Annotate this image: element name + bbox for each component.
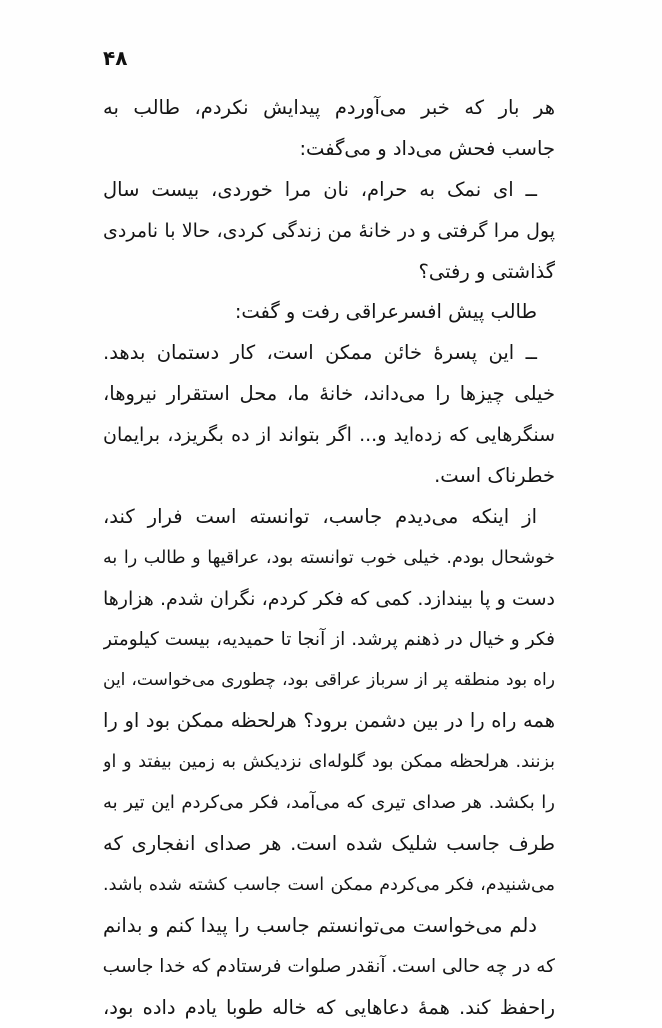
text-line: را بکشد. هر صدای تیری که می‌آمد، فکر می‌کردم این تیر به xyxy=(103,792,555,814)
text-line: فکر و خیال در ذهنم پرشد. از آنجا تا حمیدیه، بیست کیلومتر xyxy=(103,628,555,650)
text-line: راه بود منطقه پر از سرباز عراقی بود، چطوری می‌خواست، این xyxy=(103,670,555,691)
text-line: طالب پیش افسرعراقی رفت و گفت: xyxy=(234,300,537,324)
text-line: که در چه حالی است. آنقدر صلوات فرستادم که خدا جاسب xyxy=(103,955,555,977)
text-line: دلم می‌خواست می‌توانستم جاسب را پیدا کنم و بدانم xyxy=(103,913,537,937)
text-line: همه راه را در بین دشمن برود؟ هرلحظه ممکن بود او را xyxy=(103,709,555,733)
text-line: پول مرا گرفتی و در خانهٔ من زندگی کردی، حالا با نامردی xyxy=(103,219,555,242)
page-number: ۴۸ xyxy=(103,46,128,70)
text-line: از اینکه می‌دیدم جاسب، توانسته است فرار کند، xyxy=(103,504,537,528)
text-line: خطرناک است. xyxy=(434,464,555,488)
text-line: طرف جاسب شلیک شده است. هر صدای انفجاری که xyxy=(103,832,555,856)
text-line: سنگرهایی که زده‌اید و... اگر بتواند از ده بگریزد، برایمان xyxy=(103,424,555,447)
text-line: راحفظ کند. همهٔ دعاهایی که خاله طوبا یادم داده بود، xyxy=(103,995,555,1019)
text-line: می‌شنیدم، فکر می‌کردم ممکن است جاسب کشته شده باشد. xyxy=(103,874,555,895)
text-line: ــ این پسرهٔ خائن ممکن است، کار دستمان بدهد. xyxy=(103,341,537,365)
text-line: جاسب فحش می‌داد و می‌گفت: xyxy=(299,136,555,160)
text-line: بزنند. هرلحظه ممکن بود گلوله‌ای نزدیکش به زمین بیفتد و او xyxy=(103,752,555,773)
text-line: هر بار که خبر می‌آوردم پیدایش نکردم، طالب به xyxy=(103,96,555,119)
text-line: ــ ای نمک به حرام، نان مرا خوردی، بیست سال xyxy=(103,177,537,201)
text-line: دست و پا بیندازد. کمی که فکر کردم، نگران شدم. هزارها xyxy=(103,587,555,610)
text-line: خیلی چیزها را می‌داند، خانهٔ ما، محل استقرار نیروها، xyxy=(103,382,555,406)
text-line: گذاشتی و رفتی؟ xyxy=(418,259,555,283)
text-line: خوشحال بودم. خیلی خوب توانسته بود، عراقیها و طالب را به xyxy=(103,547,555,568)
body-text xyxy=(103,88,555,1028)
